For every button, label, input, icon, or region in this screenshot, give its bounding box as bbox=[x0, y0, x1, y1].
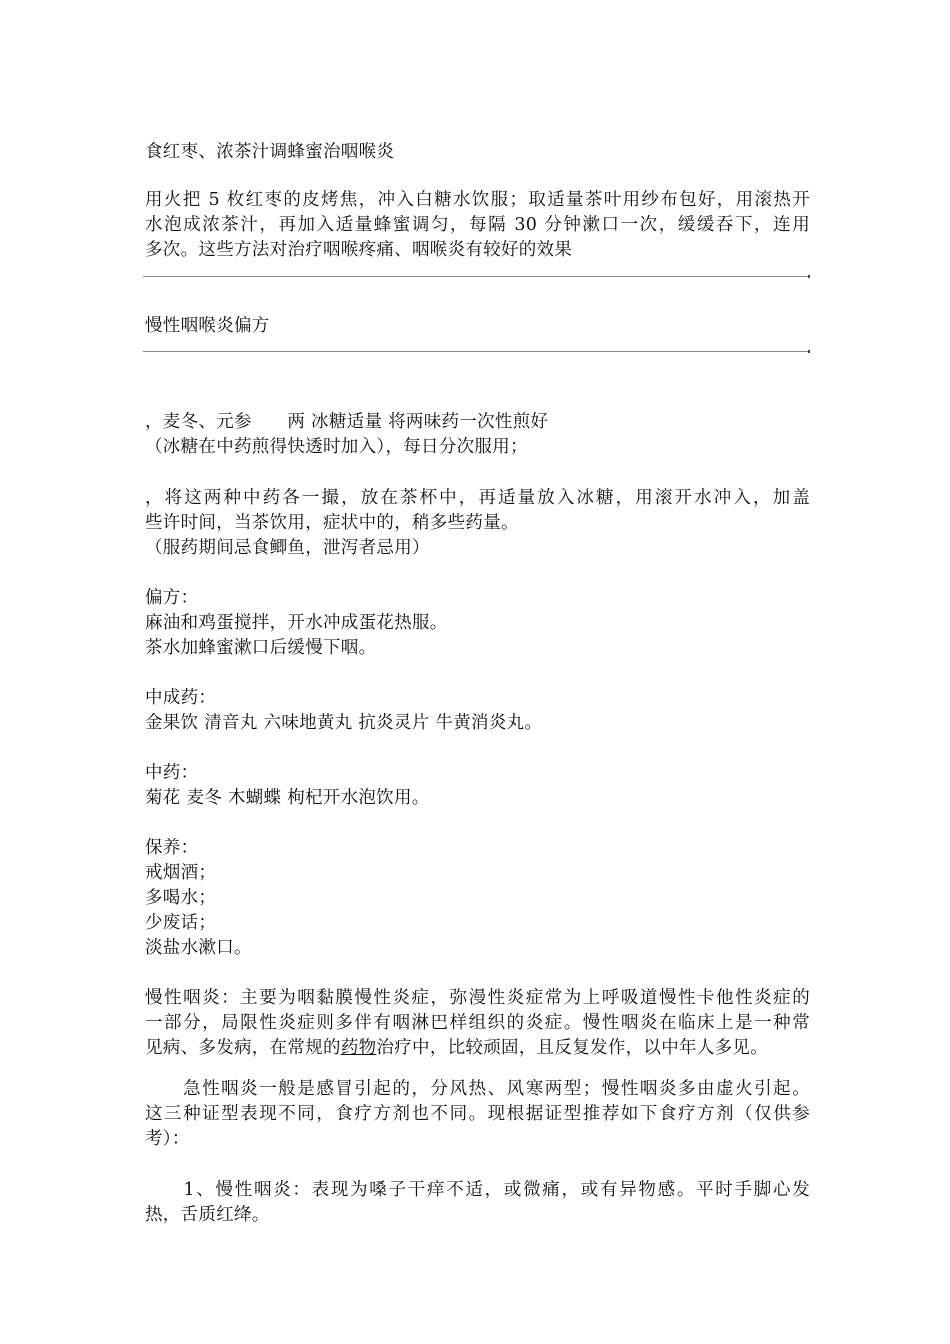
red-date-tea-paragraph: 用火把 5 枚红枣的皮烤焦，冲入白糖水饮服；取适量茶叶用纱布包好，用滚热开 水泡成浓茶汁，再加入适量蜂蜜调匀，每隔 30 分钟漱口一次，缓缓吞下，连用 多次。这些方法对治疗咽喉疼痛、咽喉炎有较好的效果 bbox=[145, 190, 810, 260]
folk-remedy-list bbox=[145, 586, 810, 661]
acute-pharyngitis-paragraph: 急性咽炎一般是感冒引起的，分风热、风寒两型；慢性咽炎多由虚火引起。 这三种证型表现不同，食疗方剂也不同。现根据证型推荐如下食疗方剂（仅供参 考）： bbox=[145, 1079, 810, 1149]
section-title-chronic-remedy: 慢性咽喉炎偏方 bbox=[145, 316, 270, 336]
list-heading: 偏方： bbox=[145, 588, 199, 608]
medicine-link[interactable]: 药物 bbox=[340, 1038, 377, 1058]
recipe-paragraph-2: ，将这两种中药各一撮，放在茶杯中，再适量放入冰糖，用滚开水冲入，加盖 些许时间，当茶饮用，症状中的，稍多些药量。 （服药期间忌食鲫鱼，泄泻者忌用） bbox=[145, 488, 810, 558]
chronic-pharyngitis-paragraph: 慢性咽炎：主要为咽黏膜慢性炎症，弥漫性炎症常为上呼吸道慢性卡他性炎症的 一部分，局限性炎症则多伴有咽淋巴样组织的炎症。慢性咽炎在临床上是一种常 见病、多发病，在常规的药物治疗中，比较顽固，且反复发作，以中年人多见。 bbox=[145, 988, 810, 1058]
list-item: 金果饮 清音丸 六味地黄丸 抗炎灵片 牛黄消炎丸。 bbox=[145, 713, 543, 733]
list-item: 多喝水； bbox=[145, 888, 217, 908]
list-heading: 中药： bbox=[145, 763, 199, 783]
list-item: 茶水加蜂蜜漱口后缓慢下咽。 bbox=[145, 638, 377, 658]
care-tips-list bbox=[145, 836, 810, 961]
horizontal-rule bbox=[143, 276, 808, 277]
list-item: 麻油和鸡蛋搅拌，开水冲成蛋花热服。 bbox=[145, 613, 448, 633]
herbal-medicine-list bbox=[145, 761, 810, 811]
section-title-red-date-tea: 食红枣、浓茶汁调蜂蜜治咽喉炎 bbox=[145, 142, 395, 162]
list-item: 戒烟酒； bbox=[145, 863, 217, 883]
patent-medicine-list bbox=[145, 686, 810, 736]
recipe-paragraph-1: ，麦冬、元参 两 冰糖适量 将两味药一次性煎好 （冰糖在中药煎得快透时加入），每日分次服用； bbox=[145, 412, 549, 457]
horizontal-rule bbox=[143, 351, 808, 352]
list-item: 淡盐水漱口。 bbox=[145, 938, 252, 958]
list-heading: 中成药： bbox=[145, 688, 217, 708]
list-item: 菊花 麦冬 木蝴蝶 枸杞开水泡饮用。 bbox=[145, 788, 430, 808]
list-heading: 保养： bbox=[145, 838, 199, 858]
list-item: 少废话； bbox=[145, 913, 217, 933]
item-1-paragraph: 1、慢性咽炎：表现为嗓子干痒不适，或微痛，或有异物感。平时手脚心发 热，舌质红绛。 bbox=[145, 1180, 810, 1225]
